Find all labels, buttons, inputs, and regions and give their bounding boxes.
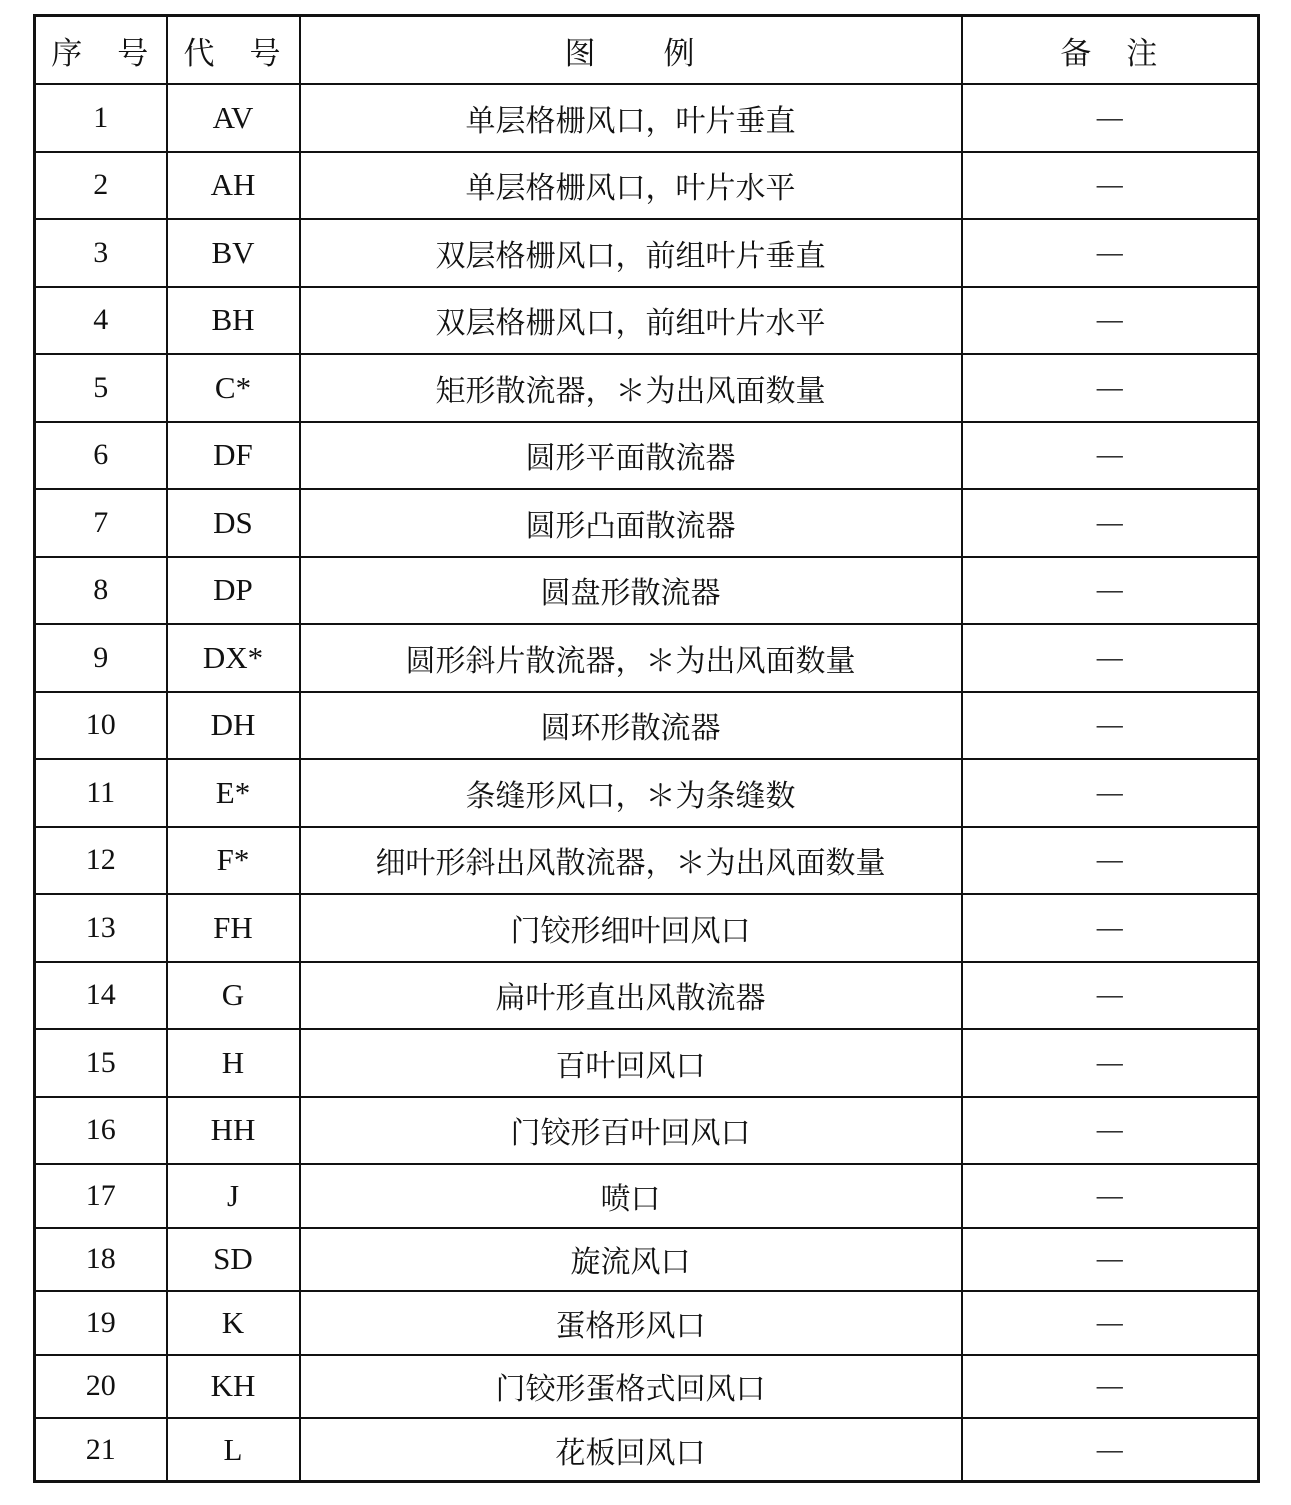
row-legend-cell: 扁叶形直出风散流器 <box>300 962 962 1030</box>
row-legend-cell: 双层格栅风口，前组叶片垂直 <box>300 219 962 287</box>
row-remark-cell: — <box>962 557 1259 625</box>
row-code-cell: F* <box>167 827 300 895</box>
row-index-cell: 19 <box>35 1291 167 1355</box>
table-row <box>35 624 1259 692</box>
row-legend-cell: 矩形散流器，＊为出风面数量 <box>300 354 962 422</box>
row-remark-cell: — <box>962 1418 1259 1482</box>
row-legend-cell: 门铰形百叶回风口 <box>300 1097 962 1165</box>
row-remark-cell: — <box>962 827 1259 895</box>
row-index-cell: 7 <box>35 489 167 557</box>
row-code-cell: BV <box>167 219 300 287</box>
row-code-cell: DS <box>167 489 300 557</box>
table-row <box>35 354 1259 422</box>
row-index-cell: 21 <box>35 1418 167 1482</box>
table-row <box>35 489 1259 557</box>
row-legend-cell: 旋流风口 <box>300 1228 962 1292</box>
table-row <box>35 1228 1259 1292</box>
row-code-cell: BH <box>167 287 300 355</box>
row-remark-cell: — <box>962 692 1259 760</box>
row-code-cell: SD <box>167 1228 300 1292</box>
row-legend-cell: 双层格栅风口，前组叶片水平 <box>300 287 962 355</box>
table-row <box>35 1164 1259 1228</box>
table-row <box>35 152 1259 220</box>
row-index-cell: 6 <box>35 422 167 490</box>
row-legend-cell: 细叶形斜出风散流器，＊为出风面数量 <box>300 827 962 895</box>
header-legend: 图 例 <box>300 16 962 85</box>
row-code-cell: DP <box>167 557 300 625</box>
row-remark-cell: — <box>962 287 1259 355</box>
row-code-cell: FH <box>167 894 300 962</box>
row-code-cell: DF <box>167 422 300 490</box>
table-row <box>35 827 1259 895</box>
table-row <box>35 557 1259 625</box>
row-code-cell: HH <box>167 1097 300 1165</box>
row-remark-cell: — <box>962 1291 1259 1355</box>
header-code: 代 号 <box>167 16 300 85</box>
table-row <box>35 84 1259 152</box>
table-row <box>35 1418 1259 1482</box>
row-remark-cell: — <box>962 1097 1259 1165</box>
row-remark-cell: — <box>962 1029 1259 1097</box>
row-remark-cell: — <box>962 84 1259 152</box>
table-row <box>35 692 1259 760</box>
row-index-cell: 4 <box>35 287 167 355</box>
table-row <box>35 422 1259 490</box>
table-row <box>35 759 1259 827</box>
row-legend-cell: 圆形凸面散流器 <box>300 489 962 557</box>
header-index: 序 号 <box>35 16 167 85</box>
table-row <box>35 962 1259 1030</box>
row-index-cell: 8 <box>35 557 167 625</box>
row-legend-cell: 圆形平面散流器 <box>300 422 962 490</box>
row-code-cell: DH <box>167 692 300 760</box>
row-legend-cell: 圆环形散流器 <box>300 692 962 760</box>
row-legend-cell: 条缝形风口，＊为条缝数 <box>300 759 962 827</box>
row-remark-cell: — <box>962 1228 1259 1292</box>
row-remark-cell: — <box>962 219 1259 287</box>
row-index-cell: 13 <box>35 894 167 962</box>
table-row <box>35 1029 1259 1097</box>
table-row <box>35 894 1259 962</box>
row-remark-cell: — <box>962 354 1259 422</box>
table-row <box>35 1355 1259 1419</box>
table-body <box>35 84 1259 1482</box>
row-legend-cell: 门铰形细叶回风口 <box>300 894 962 962</box>
header-remark: 备 注 <box>962 16 1259 85</box>
row-index-cell: 20 <box>35 1355 167 1419</box>
row-code-cell: AV <box>167 84 300 152</box>
table-row <box>35 1097 1259 1165</box>
legend-table-container <box>33 14 1257 1483</box>
row-code-cell: E* <box>167 759 300 827</box>
row-remark-cell: — <box>962 894 1259 962</box>
row-index-cell: 1 <box>35 84 167 152</box>
row-remark-cell: — <box>962 1164 1259 1228</box>
row-index-cell: 3 <box>35 219 167 287</box>
row-legend-cell: 百叶回风口 <box>300 1029 962 1097</box>
row-legend-cell: 单层格栅风口，叶片垂直 <box>300 84 962 152</box>
row-remark-cell: — <box>962 962 1259 1030</box>
row-index-cell: 9 <box>35 624 167 692</box>
row-remark-cell: — <box>962 422 1259 490</box>
row-code-cell: H <box>167 1029 300 1097</box>
row-remark-cell: — <box>962 1355 1259 1419</box>
table-row <box>35 287 1259 355</box>
row-index-cell: 15 <box>35 1029 167 1097</box>
row-index-cell: 18 <box>35 1228 167 1292</box>
row-index-cell: 16 <box>35 1097 167 1165</box>
row-index-cell: 17 <box>35 1164 167 1228</box>
row-code-cell: L <box>167 1418 300 1482</box>
table-header <box>35 16 1259 85</box>
row-remark-cell: — <box>962 759 1259 827</box>
row-index-cell: 12 <box>35 827 167 895</box>
row-index-cell: 11 <box>35 759 167 827</box>
air-outlet-legend-table <box>33 14 1260 1483</box>
row-remark-cell: — <box>962 489 1259 557</box>
row-index-cell: 2 <box>35 152 167 220</box>
row-legend-cell: 门铰形蛋格式回风口 <box>300 1355 962 1419</box>
row-legend-cell: 花板回风口 <box>300 1418 962 1482</box>
row-index-cell: 5 <box>35 354 167 422</box>
row-code-cell: K <box>167 1291 300 1355</box>
row-remark-cell: — <box>962 624 1259 692</box>
row-legend-cell: 圆盘形散流器 <box>300 557 962 625</box>
row-legend-cell: 圆形斜片散流器，＊为出风面数量 <box>300 624 962 692</box>
row-legend-cell: 喷口 <box>300 1164 962 1228</box>
row-index-cell: 10 <box>35 692 167 760</box>
row-index-cell: 14 <box>35 962 167 1030</box>
row-code-cell: DX* <box>167 624 300 692</box>
table-row <box>35 219 1259 287</box>
row-remark-cell: — <box>962 152 1259 220</box>
header-row <box>35 16 1259 85</box>
table-row <box>35 1291 1259 1355</box>
row-legend-cell: 单层格栅风口，叶片水平 <box>300 152 962 220</box>
row-code-cell: KH <box>167 1355 300 1419</box>
row-code-cell: C* <box>167 354 300 422</box>
row-code-cell: G <box>167 962 300 1030</box>
row-code-cell: J <box>167 1164 300 1228</box>
row-code-cell: AH <box>167 152 300 220</box>
row-legend-cell: 蛋格形风口 <box>300 1291 962 1355</box>
